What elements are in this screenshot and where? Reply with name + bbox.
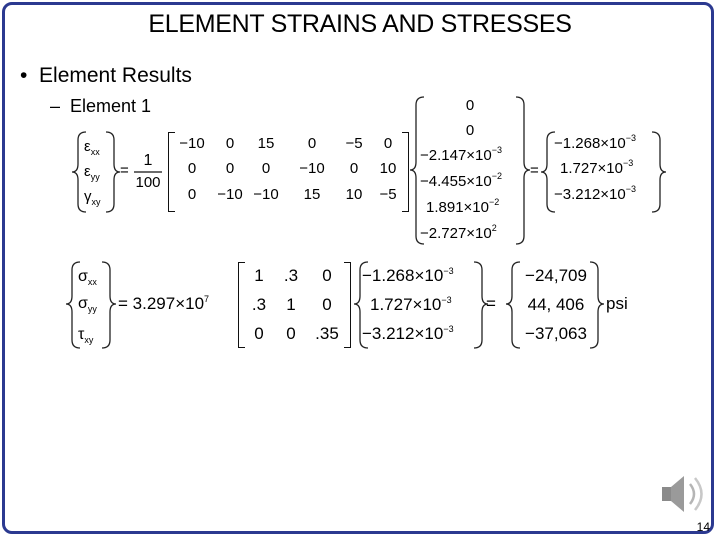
bullet-1-text: Element Results	[39, 64, 192, 87]
b-matrix-cell: −10	[217, 186, 243, 203]
strain-vector-entry: $\varepsilon_{yy}$	[84, 163, 100, 182]
bullet-element-results: • Element Results	[20, 64, 192, 87]
d-matrix-cell: 0	[322, 295, 332, 314]
equals-sign: =	[530, 162, 539, 179]
stress-strain-entry: $-3.212\times 10^{-3}$	[362, 324, 454, 343]
stress-vector-entry: $\sigma_{xx}$	[78, 268, 97, 287]
displacement-entry: $-2.727\times 10^2$	[420, 223, 497, 242]
stress-strain-entry: $-1.268\times 10^{-3}$	[362, 266, 454, 285]
b-matrix-cell: 15	[303, 186, 321, 203]
stress-coefficient: = $3.297\times 10^7$	[118, 294, 210, 313]
b-matrix-cell: −10	[179, 135, 205, 152]
factor-numerator: 1	[143, 152, 153, 169]
b-matrix-cell: 0	[225, 160, 235, 177]
slide-title: ELEMENT STRAINS AND STRESSES	[148, 10, 572, 38]
b-matrix-cell: 10	[345, 186, 363, 203]
d-matrix-cell: 0	[286, 324, 296, 343]
equals-sign: =	[486, 294, 496, 313]
page-number: 14	[696, 520, 710, 534]
d-matrix-cell: 1	[254, 266, 264, 285]
b-matrix-cell: 0	[383, 135, 393, 152]
displacement-entry: $-4.455\times 10^{-2}$	[420, 171, 503, 190]
b-matrix-cell: −5	[345, 135, 363, 152]
b-matrix-cell: 10	[379, 160, 397, 177]
b-matrix-cell: 0	[225, 135, 235, 152]
d-matrix-cell: 0	[322, 266, 332, 285]
d-matrix-cell: 0	[254, 324, 264, 343]
b-matrix-cell: −10	[253, 186, 279, 203]
stress-vector-entry: $\sigma_{yy}$	[78, 295, 97, 314]
bullet-element-1: – Element 1	[50, 96, 152, 116]
b-matrix-cell: −10	[299, 160, 325, 177]
b-matrix-cell: 0	[187, 160, 197, 177]
stress-vector-entry: $\tau_{xy}$	[78, 326, 94, 345]
displacement-entry: 0	[465, 97, 475, 114]
stress-result-entry: −24,709	[525, 266, 587, 285]
strain-result-entry: $-1.268\times 10^{-3}$	[554, 133, 637, 152]
b-matrix-cell: 0	[349, 160, 359, 177]
equals-sign: =	[120, 162, 129, 179]
d-matrix-right-bracket	[344, 262, 351, 348]
b-matrix-cell: 0	[261, 160, 271, 177]
stress-result-entry: −37,063	[525, 324, 587, 343]
strain-vector-entry: $\varepsilon_{xx}$	[84, 138, 100, 157]
d-matrix-cell: 1	[286, 295, 296, 314]
bullet-2-text: Element 1	[70, 96, 152, 116]
d-matrix-cell: .3	[251, 295, 267, 314]
strain-result-entry: $-3.212\times 10^{-3}$	[554, 184, 637, 203]
displacement-entry: $1.891\times 10^{-2}$	[426, 197, 500, 216]
d-matrix-cell: .35	[315, 324, 339, 343]
b-matrix-cell: −5	[379, 186, 397, 203]
b-matrix-cell: 0	[187, 186, 197, 203]
displacement-entry: $-2.147\times 10^{-3}$	[420, 145, 503, 164]
b-matrix-cell: 15	[257, 135, 275, 152]
strain-result-entry: $1.727\times 10^{-3}$	[560, 158, 634, 177]
stress-result-entry: 44, 406	[527, 295, 585, 314]
strain-vector-entry: $\gamma_{xy}$	[84, 188, 101, 207]
b-matrix-cell: 0	[307, 135, 317, 152]
d-matrix-cell: .3	[283, 266, 299, 285]
stress-unit: psi	[606, 294, 628, 313]
displacement-entry: 0	[465, 122, 475, 139]
factor-denominator: 100	[135, 174, 161, 191]
stress-strain-entry: $1.727\times 10^{-3}$	[370, 295, 452, 314]
